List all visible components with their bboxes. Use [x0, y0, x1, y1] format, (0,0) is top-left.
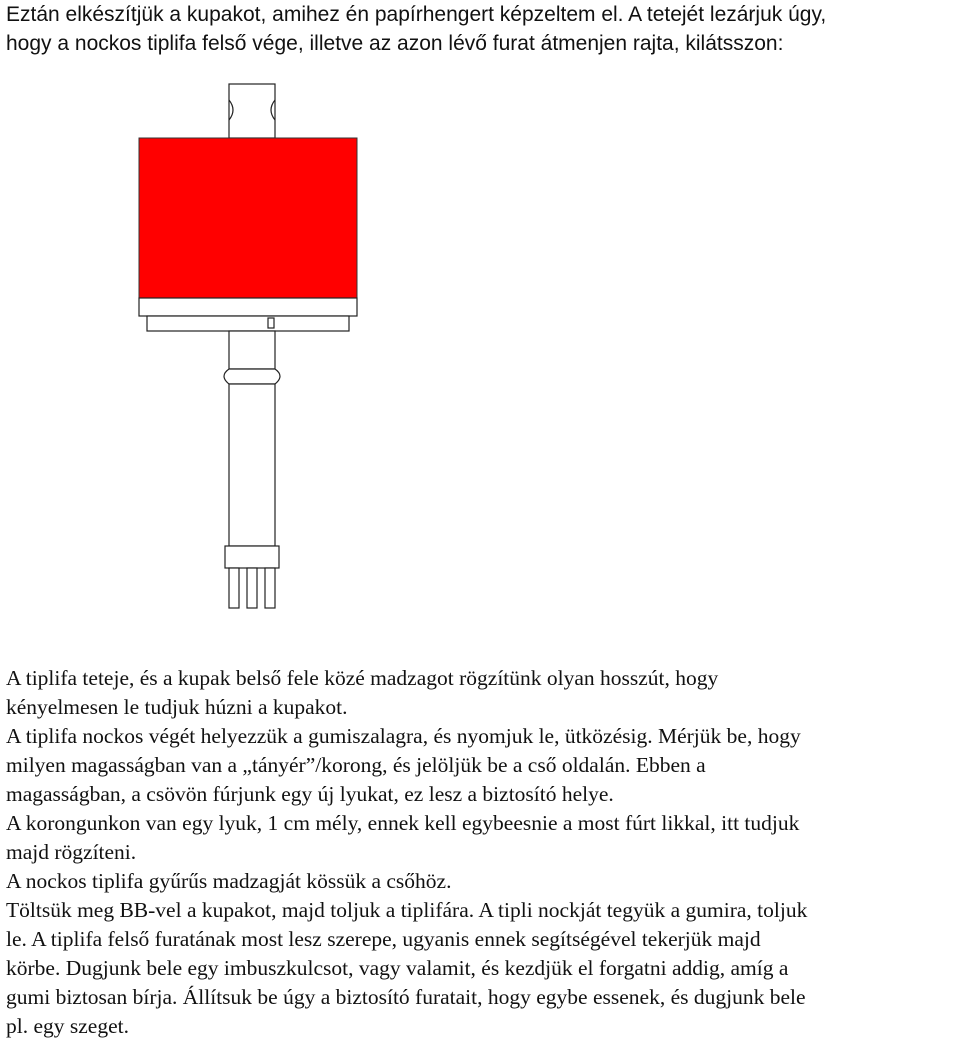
- dowel-top: [229, 84, 275, 138]
- nock-base: [225, 546, 279, 568]
- collar-ring: [224, 369, 280, 384]
- body-line: kényelmesen le tudjuk húzni a kupakot.: [6, 695, 348, 719]
- body-line: gumi biztosan bírja. Állítsuk be úgy a biztosító furatait, hogy egybe essenek, és dugjunk bele: [6, 985, 806, 1009]
- shaft-upper: [229, 331, 275, 369]
- shaft-lower: [229, 384, 275, 546]
- body-line: magasságban, a csövön fúrjunk egy új lyukat, ez lesz a biztosító helye.: [6, 782, 614, 806]
- body-line: A nockos tiplifa gyűrűs madzagját kössük a csőhöz.: [6, 869, 452, 893]
- body-line: milyen magasságban van a „tányér”/korong, és jelöljük be a cső oldalán. Ebben a: [6, 753, 706, 777]
- body-paragraph: [6, 664, 807, 1041]
- nock-fork-left: [229, 568, 239, 608]
- disc-upper: [139, 298, 357, 316]
- body-line: Töltsük meg BB-vel a kupakot, majd toljuk a tiplifára. A tipli nockját tegyük a gumira, toljuk: [6, 898, 808, 922]
- body-line: körbe. Dugjunk bele egy imbuszkulcsot, vagy valamit, és kezdjük el forgatni addig, amíg a: [6, 956, 789, 980]
- intro-line: hogy a nockos tiplifa felső vége, illetve az azon lévő furat átmenjen rajta, kilátsszon:: [6, 32, 784, 55]
- body-line: majd rögzíteni.: [6, 840, 137, 864]
- cap-body: [139, 138, 357, 298]
- disc-lower: [147, 316, 349, 331]
- body-line: le. A tiplifa felső furatának most lesz szerepe, ugyanis ennek segítségével tekerjük majd: [6, 927, 761, 951]
- nock-fork-mid: [247, 568, 257, 608]
- intro-line: Eztán elkészítjük a kupakot, amihez én papírhengert képzeltem el. A tetejét lezárjuk úgy,: [6, 3, 827, 26]
- body-line: pl. egy szeget.: [6, 1014, 129, 1038]
- body-line: A korongunkon van egy lyuk, 1 cm mély, ennek kell egybeesnie a most fúrt likkal, itt tudjuk: [6, 811, 800, 835]
- body-line: A tiplifa teteje, és a kupak belső fele közé madzagot rögzítünk olyan hosszút, hogy: [6, 666, 719, 690]
- nock-fork-right: [265, 568, 275, 608]
- body-line: A tiplifa nockos végét helyezzük a gumiszalagra, és nyomjuk le, ütközésig. Mérjük be, hogy: [6, 724, 801, 748]
- marker-hole-left: [268, 318, 274, 328]
